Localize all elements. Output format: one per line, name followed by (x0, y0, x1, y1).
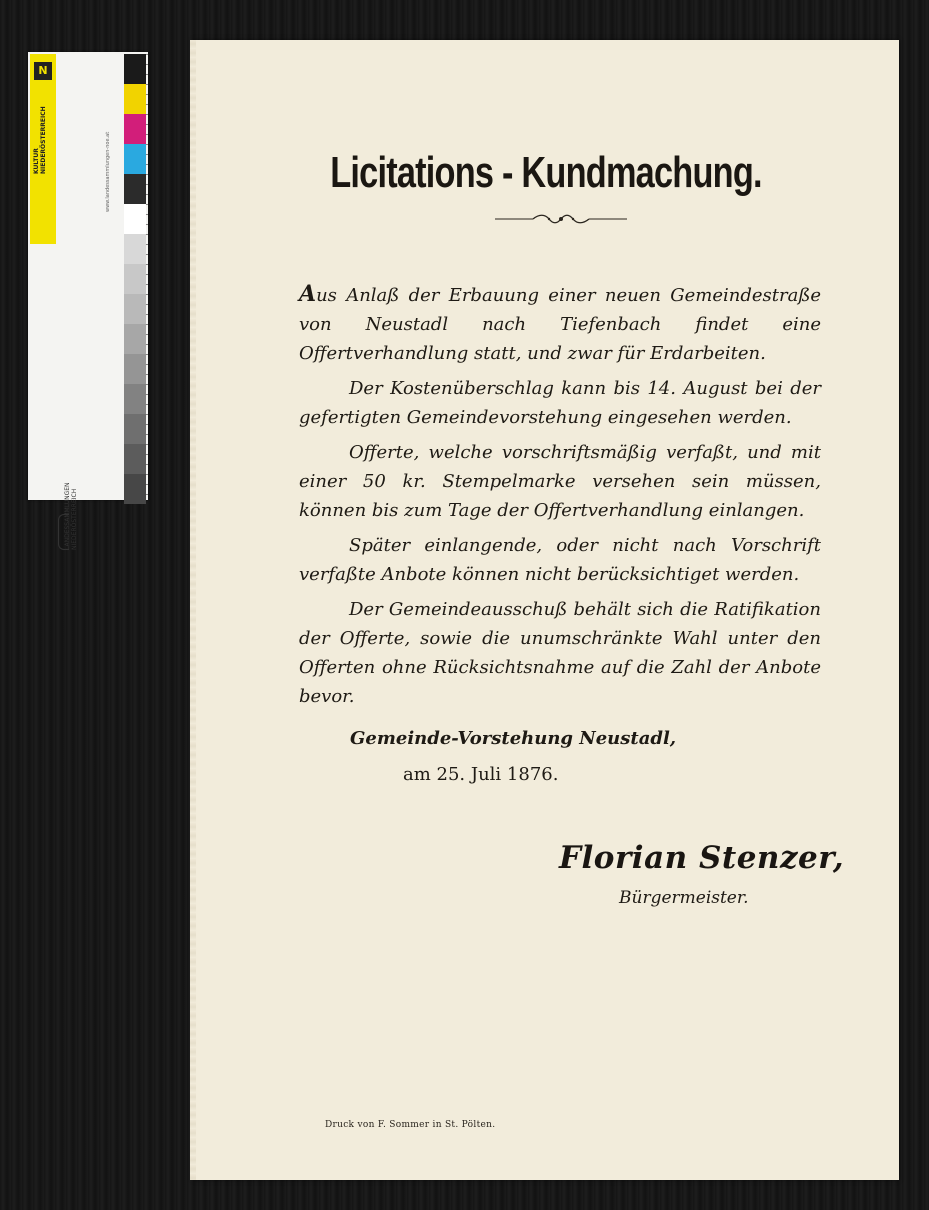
paragraph-5: Der Gemeindeausschuß behält sich die Ratifikation der Offerte, sowie die unumschränkte Wahl unter den Offerten ohne Rücksichtsnahme auf die Zahl der Anbote bevor. (299, 599, 821, 707)
color-swatch (124, 324, 146, 354)
paragraph-3: Offerte, welche vorschriftsmäßig verfaßt, und mit einer 50 kr. Stempelmarke versehen sein müssen, können bis zum Tage der Offertverhandlung einlangen. (299, 442, 821, 521)
color-swatch (124, 234, 146, 264)
calibration-brand: LANDESSAMMLUNGEN NIEDERÖSTERREICH (64, 482, 78, 550)
kultur-logo (30, 54, 56, 244)
signature-name: Florian Stenzer, (559, 840, 845, 876)
logo-text: KULTUR NIEDERÖSTERREICH (33, 106, 47, 174)
color-swatch (124, 444, 146, 474)
color-calibration-strip (28, 52, 148, 550)
color-swatch (124, 474, 146, 504)
color-swatch (124, 114, 146, 144)
color-swatches (124, 54, 146, 498)
color-swatch (124, 384, 146, 414)
color-swatch (124, 54, 146, 84)
color-swatch (124, 174, 146, 204)
printer-imprint: Druck von F. Sommer in St. Pölten. (325, 1120, 496, 1130)
color-swatch (124, 354, 146, 384)
color-swatch (124, 294, 146, 324)
logo-mark-icon: N (34, 62, 52, 80)
paragraph-1-text: us Anlaß der Erbauung einer neuen Gemeindestraße von Neustadl nach Tiefenbach findet eine Offertverhandlung statt, und zwar für Erdarbeiten. (299, 285, 821, 364)
drop-initial: A (299, 281, 317, 307)
document-title: Licitations - Kundmachung. (330, 148, 762, 197)
signature-role: Bürgermeister. (619, 888, 749, 908)
document-sheet (193, 40, 899, 1180)
ornament-divider-icon (495, 212, 627, 226)
color-swatch (124, 414, 146, 444)
color-swatch (124, 144, 146, 174)
color-swatch (124, 84, 146, 114)
document-body (299, 280, 821, 717)
issuing-office: Gemeinde-Vorstehung Neustadl, (350, 728, 677, 749)
color-swatch (124, 264, 146, 294)
calibration-url: www.landessammlungen-noe.at (105, 131, 111, 212)
color-swatch (124, 204, 146, 234)
ruler-ticks (146, 54, 148, 498)
paragraph-1 (299, 280, 821, 368)
issue-date: am 25. Juli 1876. (403, 764, 559, 785)
paragraph-4: Später einlangende, oder nicht nach Vorschrift verfaßte Anbote können nicht berücksichtiget werden. (299, 535, 821, 585)
paragraph-2: Der Kostenüberschlag kann bis 14. August bei der gefertigten Gemeindevorstehung eingesehen werden. (299, 378, 821, 428)
